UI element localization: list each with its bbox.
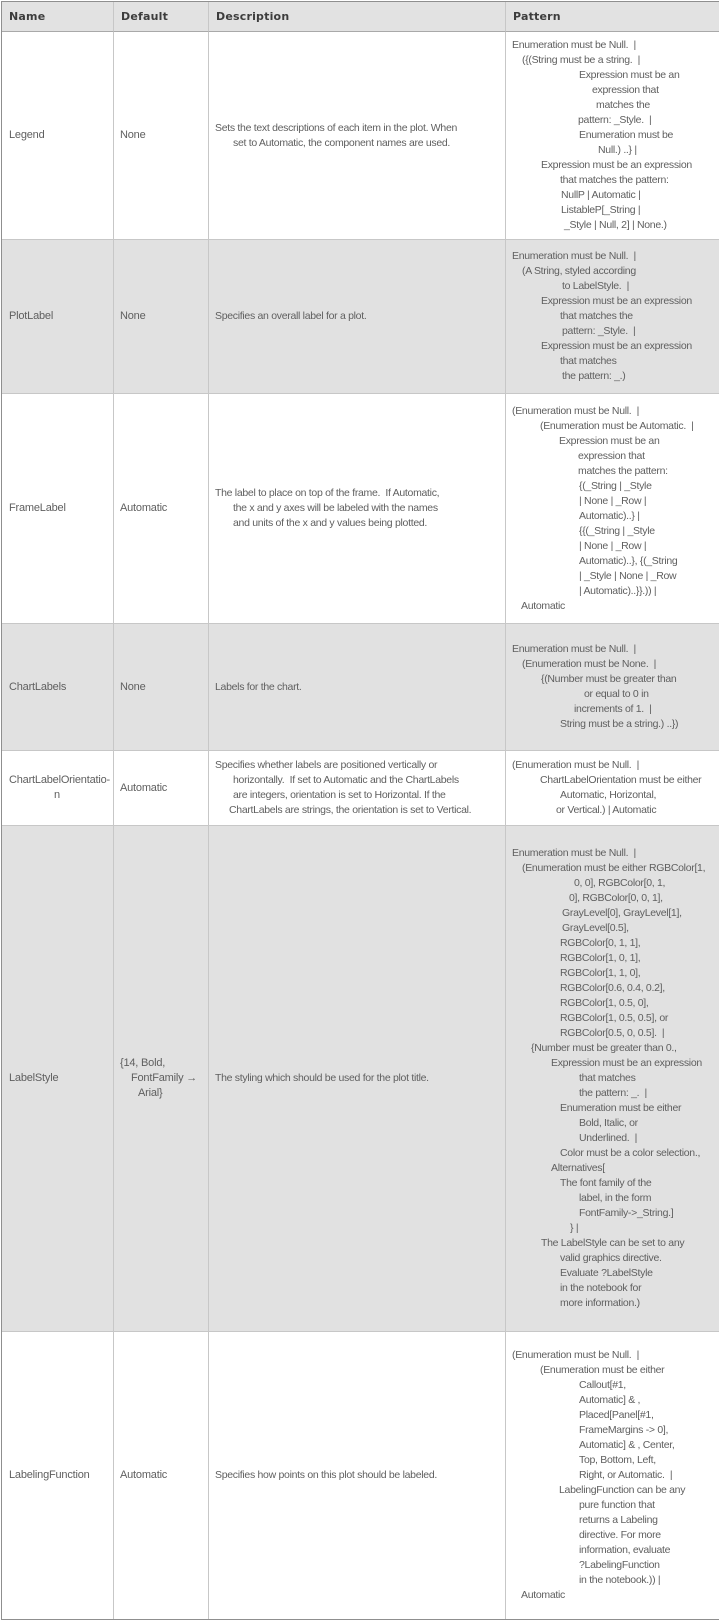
name-line: ChartLabels (9, 680, 67, 693)
column-header-pattern: Pattern (506, 2, 719, 32)
pattern-line: | None | _Row | (579, 494, 647, 507)
cell-name (2, 240, 114, 394)
pattern-line: RGBColor[1, 0.5, 0], (560, 997, 649, 1009)
pattern-line: RGBColor[1, 0, 1], (560, 952, 641, 964)
default-line: None (120, 129, 146, 141)
pattern-line: that matches (579, 1072, 636, 1084)
pattern-line: (A String, styled according (522, 265, 636, 277)
table-row (2, 751, 719, 826)
pattern-line: | None | _Row | (579, 539, 647, 552)
table-row (2, 32, 719, 240)
pattern-line: increments of 1. | (574, 703, 652, 715)
name-line: PlotLabel (9, 310, 54, 322)
table-header (2, 2, 719, 32)
pattern-line: RGBColor[0.5, 0, 0.5]. | (560, 1027, 665, 1039)
pattern-line: Automatic)..} | (579, 509, 640, 522)
cell-default (114, 240, 209, 394)
cell-pattern (506, 394, 719, 624)
pattern-line: RGBColor[1, 0.5, 0.5], or (560, 1012, 669, 1024)
pattern-line: FrameMargins -> 0], (579, 1424, 669, 1436)
pattern-line: | _Style | None | _Row (579, 569, 677, 582)
pattern-line: String must be a string.) ..}) (560, 718, 679, 730)
table-body (2, 32, 719, 1619)
description-line: are integers, orientation is set to Horizontal. If the (233, 789, 446, 801)
pattern-line: pattern: _Style. | (562, 325, 636, 337)
pattern-line: Enumeration must be Null. | (512, 39, 636, 51)
pattern-line: Expression must be an (559, 434, 660, 447)
pattern-line: GrayLevel[0], GrayLevel[1], (562, 907, 682, 919)
cell-pattern (506, 826, 719, 1332)
pattern-line: Color must be a color selection., (560, 1147, 701, 1159)
pattern-line: RGBColor[0.6, 0.4, 0.2], (560, 982, 665, 994)
pattern-line: Top, Bottom, Left, (579, 1454, 656, 1466)
name-line: LabelingFunction (9, 1469, 90, 1481)
table-row (2, 394, 719, 624)
pattern-line: matches the (596, 99, 650, 111)
default-line: None (120, 310, 146, 322)
pattern-line: Expression must be an expression (541, 159, 692, 171)
pattern-line: matches the pattern: (578, 464, 668, 477)
cell-default (114, 826, 209, 1332)
pattern-line: {(_String | _Style (579, 479, 652, 492)
pattern-line: that matches (560, 355, 617, 367)
pattern-line: The LabelStyle can be set to any (541, 1237, 685, 1249)
pattern-line: RGBColor[1, 1, 0], (560, 967, 641, 979)
description-line: The label to place on top of the frame. If Automatic, (215, 487, 440, 499)
description-line: Specifies an overall label for a plot. (215, 310, 367, 322)
default-line: Automatic (120, 1469, 168, 1481)
cell-pattern (506, 240, 719, 394)
cell-name (2, 826, 114, 1332)
options-reference (1, 1, 719, 1620)
pattern-line: Enumeration must be Null. | (512, 643, 636, 655)
pattern-line: expression that (578, 449, 645, 462)
default-line: None (120, 680, 146, 693)
pattern-line: (Enumeration must be Null. | (512, 1349, 640, 1361)
pattern-line: Null.) ..} | (598, 144, 637, 156)
cell-description (209, 624, 506, 751)
pattern-line: {Number must be greater than 0., (531, 1042, 677, 1054)
pattern-line: more information.) (560, 1297, 640, 1309)
pattern-line: Automatic] & , Center, (579, 1439, 675, 1451)
pattern-line: Bold, Italic, or (579, 1117, 638, 1129)
pattern-line: Placed[Panel[#1, (579, 1409, 654, 1421)
column-header-default: Default (114, 2, 209, 32)
cell-description (209, 32, 506, 240)
pattern-line: Expression must be an expression (541, 295, 692, 307)
description-line: Specifies whether labels are positioned vertically or (215, 759, 438, 771)
pattern-line: (Enumeration must be either RGBColor[1, (522, 862, 706, 874)
pattern-line: valid graphics directive. (560, 1252, 662, 1264)
default-line: Automatic (120, 781, 168, 794)
pattern-line: Callout[#1, (579, 1379, 626, 1391)
pattern-line: Expression must be an expression (551, 1057, 702, 1069)
pattern-line: or Vertical.) | Automatic (556, 804, 657, 816)
pattern-line: (Enumeration must be either (540, 1364, 665, 1376)
pattern-line: that matches the pattern: (560, 174, 669, 186)
description-line: set to Automatic, the component names are used. (233, 136, 451, 149)
pattern-line: the pattern: _.) (562, 370, 626, 382)
name-line: ChartLabelOrientatio- (9, 774, 110, 786)
pattern-line: (Enumeration must be Automatic. | (540, 419, 694, 432)
pattern-line: label, in the form (579, 1192, 652, 1204)
pattern-line: in the notebook for (560, 1282, 642, 1294)
pattern-line: FontFamily->_String.] (579, 1207, 674, 1219)
cell-name (2, 394, 114, 624)
pattern-line: ?LabelingFunction (579, 1559, 660, 1571)
cell-description (209, 394, 506, 624)
name-line: LabelStyle (9, 1072, 59, 1084)
cell-pattern (506, 751, 719, 826)
pattern-line: information, evaluate (579, 1544, 671, 1556)
cell-pattern (506, 624, 719, 751)
description-line: Labels for the chart. (215, 680, 302, 693)
name-line: FrameLabel (9, 502, 66, 514)
cell-name (2, 751, 114, 826)
pattern-line: {{(_String | _Style (579, 524, 655, 537)
pattern-line: Expression must be an expression (541, 340, 692, 352)
cell-pattern (506, 1332, 719, 1619)
pattern-line: } | (570, 1222, 579, 1234)
default-line: Automatic (120, 502, 168, 514)
pattern-line: Enumeration must be either (560, 1102, 682, 1114)
pattern-line: Automatic (521, 1589, 565, 1601)
pattern-line: Expression must be an (579, 69, 680, 81)
table-row (2, 1332, 719, 1619)
name-line: Legend (9, 129, 45, 141)
cell-description (209, 826, 506, 1332)
pattern-line: the pattern: _. | (579, 1087, 647, 1099)
pattern-line: Alternatives[ (551, 1162, 605, 1174)
description-line: horizontally. If set to Automatic and the ChartLabels (233, 774, 459, 786)
description-line: Specifies how points on this plot should be labeled. (215, 1469, 437, 1481)
pattern-line: or equal to 0 in (584, 688, 649, 700)
table-row (2, 240, 719, 394)
pattern-line: Automatic (521, 599, 565, 612)
pattern-line: Automatic)..}, {(_String (579, 554, 678, 567)
cell-default (114, 1332, 209, 1619)
description-line: ChartLabels are strings, the orientation is set to Vertical. (229, 804, 472, 816)
header-row (2, 2, 719, 32)
pattern-line: that matches the (560, 310, 633, 322)
pattern-line: expression that (592, 84, 659, 96)
pattern-line: 0, 0], RGBColor[0, 1, (574, 877, 666, 889)
options-table (1, 1, 719, 1620)
pattern-line: ({(String must be a string. | (522, 54, 641, 66)
description-line: The styling which should be used for the plot title. (215, 1072, 429, 1084)
pattern-line: Enumeration must be (579, 129, 674, 141)
pattern-line: 0], RGBColor[0, 0, 1], (569, 892, 663, 904)
table-row (2, 826, 719, 1332)
pattern-line: (Enumeration must be Null. | (512, 759, 640, 771)
cell-description (209, 240, 506, 394)
pattern-line: The font family of the (560, 1177, 652, 1189)
description-line: Sets the text descriptions of each item in the plot. When (215, 121, 458, 134)
pattern-line: GrayLevel[0.5], (562, 922, 629, 934)
pattern-line: | Automatic)..}}.)) | (579, 584, 657, 597)
cell-default (114, 751, 209, 826)
cell-name (2, 32, 114, 240)
pattern-line: Automatic, Horizontal, (560, 789, 657, 801)
pattern-line: pure function that (579, 1499, 655, 1511)
column-header-description: Description (209, 2, 506, 32)
pattern-line: Automatic] & , (579, 1394, 641, 1406)
pattern-line: RGBColor[0, 1, 1], (560, 937, 641, 949)
description-line: and units of the x and y values being plotted. (233, 517, 428, 529)
cell-pattern (506, 32, 719, 240)
pattern-line: ChartLabelOrientation must be either (540, 774, 702, 786)
name-line: n (54, 789, 60, 801)
description-line: the x and y axes will be labeled with the names (233, 502, 438, 514)
pattern-line: NullP | Automatic | (561, 189, 641, 201)
default-line: FontFamily → (131, 1072, 198, 1084)
cell-default (114, 32, 209, 240)
cell-default (114, 624, 209, 751)
pattern-line: Underlined. | (579, 1132, 638, 1144)
pattern-line: returns a Labeling (579, 1514, 658, 1526)
pattern-line: Enumeration must be Null. | (512, 250, 636, 262)
cell-description (209, 1332, 506, 1619)
table-row (2, 624, 719, 751)
default-line: Arial} (138, 1087, 163, 1099)
cell-name (2, 1332, 114, 1619)
cell-default (114, 394, 209, 624)
pattern-line: to LabelStyle. | (562, 280, 630, 292)
cell-name (2, 624, 114, 751)
column-header-name: Name (2, 2, 114, 32)
pattern-line: pattern: _Style. | (578, 114, 652, 126)
pattern-line: LabelingFunction can be any (559, 1484, 686, 1496)
pattern-line: _Style | Null, 2] | None.) (564, 219, 667, 231)
default-line: {14, Bold, (120, 1057, 166, 1069)
pattern-line: (Enumeration must be None. | (522, 658, 657, 670)
pattern-line: Enumeration must be Null. | (512, 847, 636, 859)
pattern-line: (Enumeration must be Null. | (512, 404, 640, 417)
pattern-line: Right, or Automatic. | (579, 1469, 673, 1481)
pattern-line: {(Number must be greater than (541, 673, 677, 685)
pattern-line: in the notebook.)) | (579, 1574, 661, 1586)
pattern-line: Evaluate ?LabelStyle (560, 1267, 653, 1279)
cell-description (209, 751, 506, 826)
pattern-line: ListableP[_String | (561, 204, 641, 216)
pattern-line: directive. For more (579, 1529, 661, 1541)
